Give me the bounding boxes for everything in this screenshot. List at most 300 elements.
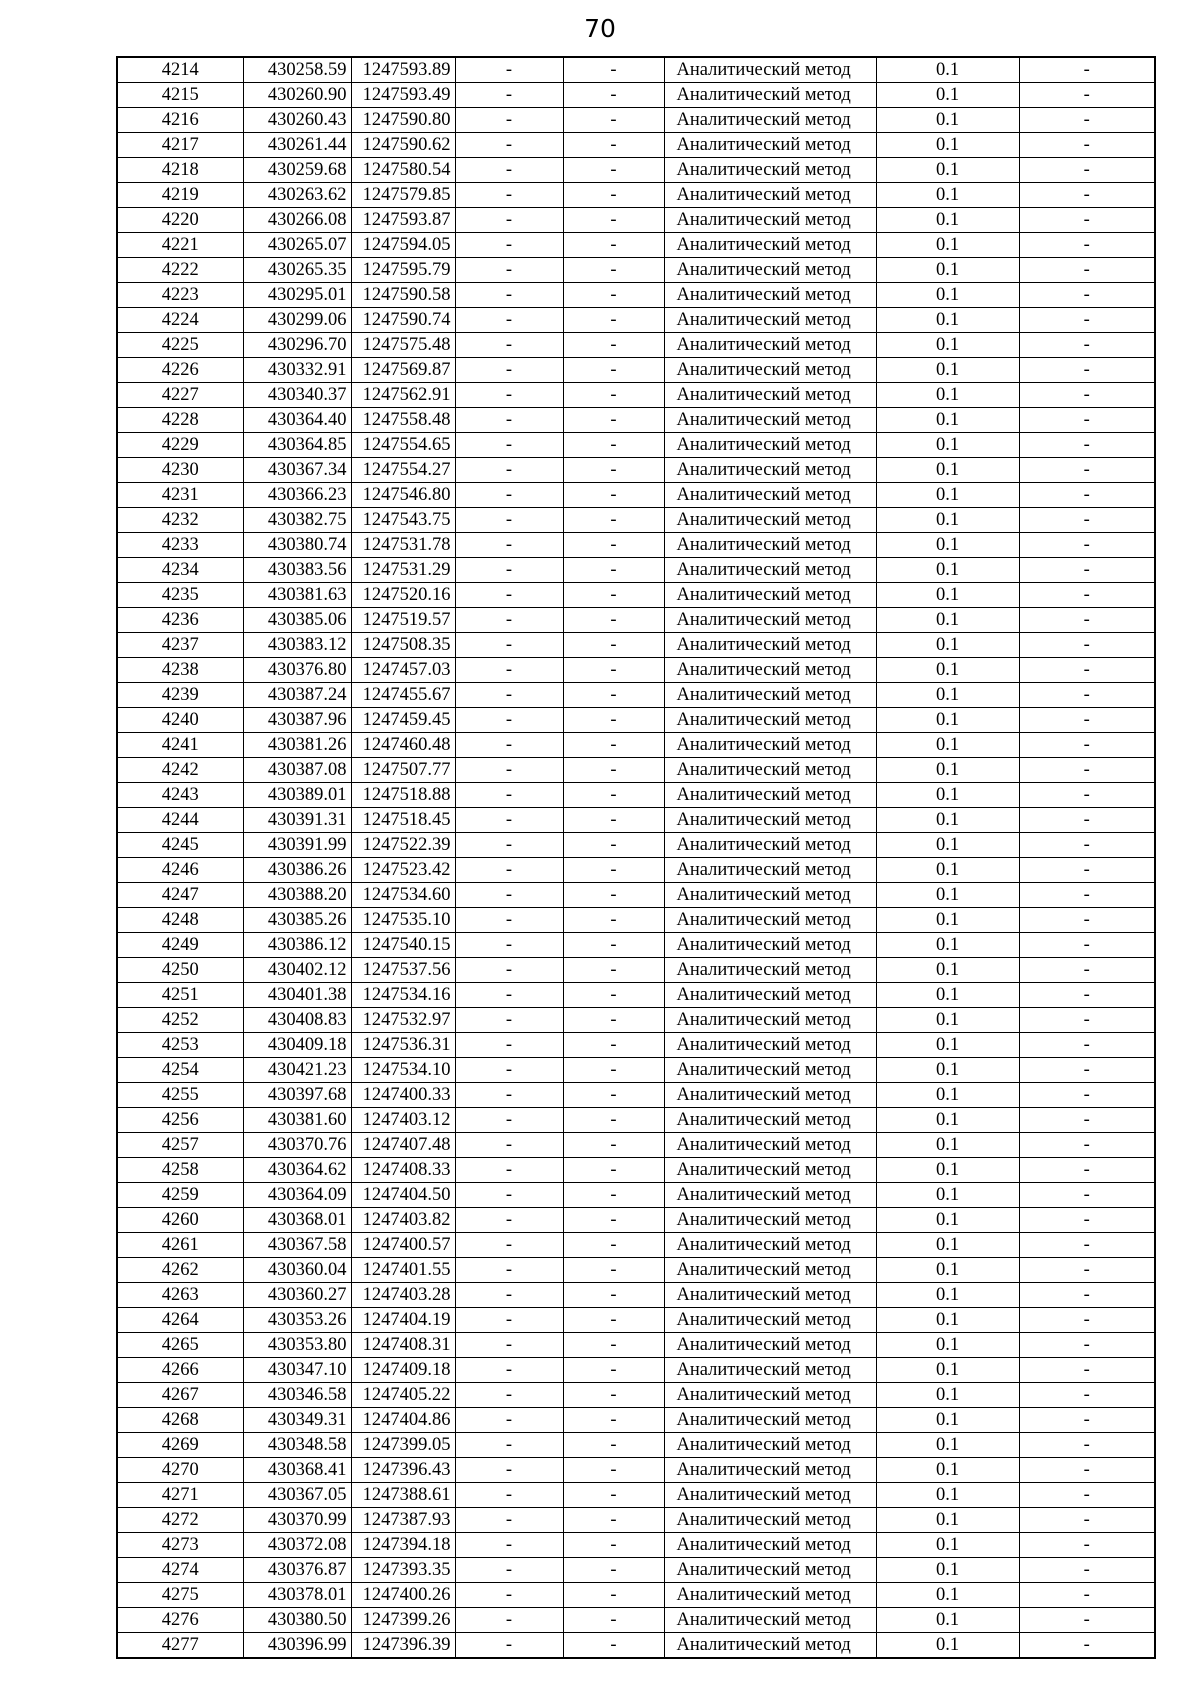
- method-cell: Аналитический метод: [664, 633, 876, 658]
- method-cell: Аналитический метод: [664, 1258, 876, 1283]
- column-4-cell: -: [455, 858, 563, 883]
- column-4-cell: -: [455, 683, 563, 708]
- method-cell: Аналитический метод: [664, 558, 876, 583]
- table-row: [117, 633, 1155, 658]
- method-cell: Аналитический метод: [664, 983, 876, 1008]
- y-coordinate-cell: 1247404.50: [351, 1183, 455, 1208]
- y-coordinate-cell: 1247580.54: [351, 158, 455, 183]
- method-cell: Аналитический метод: [664, 883, 876, 908]
- y-coordinate-cell: 1247534.60: [351, 883, 455, 908]
- point-number-cell: 4250: [117, 958, 243, 983]
- column-4-cell: -: [455, 333, 563, 358]
- point-number-cell: 4240: [117, 708, 243, 733]
- table-row: [117, 883, 1155, 908]
- method-cell: Аналитический метод: [664, 1583, 876, 1608]
- column-5-cell: -: [563, 1358, 664, 1383]
- column-5-cell: -: [563, 833, 664, 858]
- point-number-cell: 4231: [117, 483, 243, 508]
- table-body: [117, 57, 1155, 1658]
- column-5-cell: -: [563, 1258, 664, 1283]
- table-row: [117, 533, 1155, 558]
- column-8-cell: -: [1019, 683, 1155, 708]
- method-cell: Аналитический метод: [664, 358, 876, 383]
- column-8-cell: -: [1019, 1083, 1155, 1108]
- point-number-cell: 4234: [117, 558, 243, 583]
- point-number-cell: 4273: [117, 1533, 243, 1558]
- column-4-cell: -: [455, 933, 563, 958]
- x-coordinate-cell: 430397.68: [243, 1083, 351, 1108]
- accuracy-cell: 0.1: [876, 633, 1019, 658]
- point-number-cell: 4258: [117, 1158, 243, 1183]
- accuracy-cell: 0.1: [876, 1408, 1019, 1433]
- x-coordinate-cell: 430372.08: [243, 1533, 351, 1558]
- x-coordinate-cell: 430295.01: [243, 283, 351, 308]
- point-number-cell: 4266: [117, 1358, 243, 1383]
- column-4-cell: -: [455, 283, 563, 308]
- y-coordinate-cell: 1247536.31: [351, 1033, 455, 1058]
- point-number-cell: 4225: [117, 333, 243, 358]
- x-coordinate-cell: 430367.58: [243, 1233, 351, 1258]
- accuracy-cell: 0.1: [876, 783, 1019, 808]
- column-4-cell: -: [455, 1108, 563, 1133]
- accuracy-cell: 0.1: [876, 358, 1019, 383]
- point-number-cell: 4228: [117, 408, 243, 433]
- accuracy-cell: 0.1: [876, 1558, 1019, 1583]
- accuracy-cell: 0.1: [876, 1183, 1019, 1208]
- point-number-cell: 4263: [117, 1283, 243, 1308]
- table-row: [117, 833, 1155, 858]
- column-4-cell: -: [455, 583, 563, 608]
- column-8-cell: -: [1019, 108, 1155, 133]
- x-coordinate-cell: 430401.38: [243, 983, 351, 1008]
- y-coordinate-cell: 1247546.80: [351, 483, 455, 508]
- column-5-cell: -: [563, 1383, 664, 1408]
- point-number-cell: 4251: [117, 983, 243, 1008]
- column-8-cell: -: [1019, 758, 1155, 783]
- column-4-cell: -: [455, 83, 563, 108]
- y-coordinate-cell: 1247507.77: [351, 758, 455, 783]
- method-cell: Аналитический метод: [664, 858, 876, 883]
- accuracy-cell: 0.1: [876, 233, 1019, 258]
- column-4-cell: -: [455, 633, 563, 658]
- y-coordinate-cell: 1247593.87: [351, 208, 455, 233]
- column-4-cell: -: [455, 958, 563, 983]
- column-8-cell: -: [1019, 733, 1155, 758]
- point-number-cell: 4256: [117, 1108, 243, 1133]
- table-row: [117, 108, 1155, 133]
- column-4-cell: -: [455, 558, 563, 583]
- accuracy-cell: 0.1: [876, 908, 1019, 933]
- column-4-cell: -: [455, 158, 563, 183]
- y-coordinate-cell: 1247540.15: [351, 933, 455, 958]
- accuracy-cell: 0.1: [876, 83, 1019, 108]
- point-number-cell: 4235: [117, 583, 243, 608]
- point-number-cell: 4219: [117, 183, 243, 208]
- table-row: [117, 133, 1155, 158]
- point-number-cell: 4221: [117, 233, 243, 258]
- column-5-cell: -: [563, 708, 664, 733]
- column-5-cell: -: [563, 1408, 664, 1433]
- y-coordinate-cell: 1247537.56: [351, 958, 455, 983]
- column-8-cell: -: [1019, 1108, 1155, 1133]
- x-coordinate-cell: 430421.23: [243, 1058, 351, 1083]
- table-row: [117, 433, 1155, 458]
- table-row: [117, 258, 1155, 283]
- point-number-cell: 4242: [117, 758, 243, 783]
- column-8-cell: -: [1019, 1308, 1155, 1333]
- x-coordinate-cell: 430364.62: [243, 1158, 351, 1183]
- column-8-cell: -: [1019, 1258, 1155, 1283]
- y-coordinate-cell: 1247388.61: [351, 1483, 455, 1508]
- method-cell: Аналитический метод: [664, 1008, 876, 1033]
- y-coordinate-cell: 1247394.18: [351, 1533, 455, 1558]
- column-5-cell: -: [563, 1533, 664, 1558]
- accuracy-cell: 0.1: [876, 458, 1019, 483]
- point-number-cell: 4222: [117, 258, 243, 283]
- accuracy-cell: 0.1: [876, 433, 1019, 458]
- column-4-cell: -: [455, 258, 563, 283]
- column-8-cell: -: [1019, 958, 1155, 983]
- method-cell: Аналитический метод: [664, 1233, 876, 1258]
- method-cell: Аналитический метод: [664, 1183, 876, 1208]
- table-row: [117, 1308, 1155, 1333]
- column-4-cell: -: [455, 1008, 563, 1033]
- column-5-cell: -: [563, 1308, 664, 1333]
- y-coordinate-cell: 1247518.88: [351, 783, 455, 808]
- x-coordinate-cell: 430353.26: [243, 1308, 351, 1333]
- x-coordinate-cell: 430387.24: [243, 683, 351, 708]
- y-coordinate-cell: 1247408.31: [351, 1333, 455, 1358]
- accuracy-cell: 0.1: [876, 208, 1019, 233]
- point-number-cell: 4229: [117, 433, 243, 458]
- x-coordinate-cell: 430367.34: [243, 458, 351, 483]
- x-coordinate-cell: 430408.83: [243, 1008, 351, 1033]
- accuracy-cell: 0.1: [876, 483, 1019, 508]
- column-4-cell: -: [455, 1558, 563, 1583]
- accuracy-cell: 0.1: [876, 733, 1019, 758]
- column-4-cell: -: [455, 483, 563, 508]
- column-5-cell: -: [563, 57, 664, 83]
- method-cell: Аналитический метод: [664, 158, 876, 183]
- x-coordinate-cell: 430409.18: [243, 1033, 351, 1058]
- column-8-cell: -: [1019, 658, 1155, 683]
- accuracy-cell: 0.1: [876, 808, 1019, 833]
- column-4-cell: -: [455, 833, 563, 858]
- method-cell: Аналитический метод: [664, 433, 876, 458]
- method-cell: Аналитический метод: [664, 808, 876, 833]
- column-8-cell: -: [1019, 1383, 1155, 1408]
- table-row: [117, 908, 1155, 933]
- y-coordinate-cell: 1247534.10: [351, 1058, 455, 1083]
- column-4-cell: -: [455, 883, 563, 908]
- method-cell: Аналитический метод: [664, 1058, 876, 1083]
- column-5-cell: -: [563, 433, 664, 458]
- column-5-cell: -: [563, 108, 664, 133]
- y-coordinate-cell: 1247595.79: [351, 258, 455, 283]
- column-4-cell: -: [455, 1483, 563, 1508]
- y-coordinate-cell: 1247594.05: [351, 233, 455, 258]
- x-coordinate-cell: 430376.80: [243, 658, 351, 683]
- method-cell: Аналитический метод: [664, 1208, 876, 1233]
- y-coordinate-cell: 1247590.74: [351, 308, 455, 333]
- accuracy-cell: 0.1: [876, 1233, 1019, 1258]
- point-number-cell: 4270: [117, 1458, 243, 1483]
- column-8-cell: -: [1019, 1408, 1155, 1433]
- point-number-cell: 4254: [117, 1058, 243, 1083]
- column-4-cell: -: [455, 508, 563, 533]
- column-5-cell: -: [563, 283, 664, 308]
- column-8-cell: -: [1019, 708, 1155, 733]
- method-cell: Аналитический метод: [664, 108, 876, 133]
- accuracy-cell: 0.1: [876, 183, 1019, 208]
- method-cell: Аналитический метод: [664, 1433, 876, 1458]
- method-cell: Аналитический метод: [664, 683, 876, 708]
- column-4-cell: -: [455, 758, 563, 783]
- table-row: [117, 558, 1155, 583]
- accuracy-cell: 0.1: [876, 283, 1019, 308]
- method-cell: Аналитический метод: [664, 733, 876, 758]
- method-cell: Аналитический метод: [664, 708, 876, 733]
- column-8-cell: -: [1019, 1483, 1155, 1508]
- table-row: [117, 1433, 1155, 1458]
- accuracy-cell: 0.1: [876, 258, 1019, 283]
- column-5-cell: -: [563, 333, 664, 358]
- column-5-cell: -: [563, 683, 664, 708]
- column-8-cell: -: [1019, 1358, 1155, 1383]
- x-coordinate-cell: 430347.10: [243, 1358, 351, 1383]
- column-5-cell: -: [563, 633, 664, 658]
- column-5-cell: -: [563, 808, 664, 833]
- y-coordinate-cell: 1247522.39: [351, 833, 455, 858]
- accuracy-cell: 0.1: [876, 833, 1019, 858]
- y-coordinate-cell: 1247407.48: [351, 1133, 455, 1158]
- point-number-cell: 4269: [117, 1433, 243, 1458]
- table-row: [117, 708, 1155, 733]
- x-coordinate-cell: 430388.20: [243, 883, 351, 908]
- x-coordinate-cell: 430396.99: [243, 1633, 351, 1659]
- column-5-cell: -: [563, 1508, 664, 1533]
- point-number-cell: 4275: [117, 1583, 243, 1608]
- x-coordinate-cell: 430389.01: [243, 783, 351, 808]
- column-4-cell: -: [455, 358, 563, 383]
- point-number-cell: 4272: [117, 1508, 243, 1533]
- point-number-cell: 4224: [117, 308, 243, 333]
- y-coordinate-cell: 1247593.89: [351, 57, 455, 83]
- method-cell: Аналитический метод: [664, 533, 876, 558]
- accuracy-cell: 0.1: [876, 1483, 1019, 1508]
- method-cell: Аналитический метод: [664, 83, 876, 108]
- accuracy-cell: 0.1: [876, 1433, 1019, 1458]
- accuracy-cell: 0.1: [876, 1258, 1019, 1283]
- method-cell: Аналитический метод: [664, 658, 876, 683]
- table-row: [117, 658, 1155, 683]
- table-row: [117, 1583, 1155, 1608]
- point-number-cell: 4277: [117, 1633, 243, 1659]
- table-row: [117, 483, 1155, 508]
- table-row: [117, 808, 1155, 833]
- column-5-cell: -: [563, 658, 664, 683]
- accuracy-cell: 0.1: [876, 708, 1019, 733]
- table-row: [117, 608, 1155, 633]
- column-4-cell: -: [455, 1258, 563, 1283]
- accuracy-cell: 0.1: [876, 1283, 1019, 1308]
- column-5-cell: -: [563, 1183, 664, 1208]
- table-row: [117, 1008, 1155, 1033]
- column-5-cell: -: [563, 558, 664, 583]
- column-4-cell: -: [455, 808, 563, 833]
- point-number-cell: 4227: [117, 383, 243, 408]
- y-coordinate-cell: 1247460.48: [351, 733, 455, 758]
- accuracy-cell: 0.1: [876, 508, 1019, 533]
- column-5-cell: -: [563, 483, 664, 508]
- x-coordinate-cell: 430367.05: [243, 1483, 351, 1508]
- point-number-cell: 4249: [117, 933, 243, 958]
- accuracy-cell: 0.1: [876, 983, 1019, 1008]
- column-4-cell: -: [455, 383, 563, 408]
- y-coordinate-cell: 1247403.82: [351, 1208, 455, 1233]
- point-number-cell: 4267: [117, 1383, 243, 1408]
- column-5-cell: -: [563, 858, 664, 883]
- column-8-cell: -: [1019, 333, 1155, 358]
- column-8-cell: -: [1019, 1058, 1155, 1083]
- accuracy-cell: 0.1: [876, 1033, 1019, 1058]
- column-5-cell: -: [563, 733, 664, 758]
- column-8-cell: -: [1019, 1283, 1155, 1308]
- accuracy-cell: 0.1: [876, 1508, 1019, 1533]
- column-5-cell: -: [563, 983, 664, 1008]
- x-coordinate-cell: 430387.96: [243, 708, 351, 733]
- table-row: [117, 333, 1155, 358]
- column-4-cell: -: [455, 1133, 563, 1158]
- accuracy-cell: 0.1: [876, 308, 1019, 333]
- table-row: [117, 358, 1155, 383]
- column-5-cell: -: [563, 1158, 664, 1183]
- column-8-cell: -: [1019, 1608, 1155, 1633]
- column-5-cell: -: [563, 1083, 664, 1108]
- point-number-cell: 4262: [117, 1258, 243, 1283]
- table-row: [117, 1183, 1155, 1208]
- table-row: [117, 858, 1155, 883]
- x-coordinate-cell: 430353.80: [243, 1333, 351, 1358]
- x-coordinate-cell: 430383.12: [243, 633, 351, 658]
- accuracy-cell: 0.1: [876, 558, 1019, 583]
- column-4-cell: -: [455, 233, 563, 258]
- column-8-cell: -: [1019, 1133, 1155, 1158]
- x-coordinate-cell: 430266.08: [243, 208, 351, 233]
- column-4-cell: -: [455, 133, 563, 158]
- accuracy-cell: 0.1: [876, 1008, 1019, 1033]
- method-cell: Аналитический метод: [664, 383, 876, 408]
- method-cell: Аналитический метод: [664, 1558, 876, 1583]
- x-coordinate-cell: 430402.12: [243, 958, 351, 983]
- accuracy-cell: 0.1: [876, 608, 1019, 633]
- column-8-cell: -: [1019, 808, 1155, 833]
- point-number-cell: 4261: [117, 1233, 243, 1258]
- column-8-cell: -: [1019, 908, 1155, 933]
- accuracy-cell: 0.1: [876, 1158, 1019, 1183]
- accuracy-cell: 0.1: [876, 1058, 1019, 1083]
- table-row: [117, 458, 1155, 483]
- table-row: [117, 408, 1155, 433]
- table-row: [117, 183, 1155, 208]
- y-coordinate-cell: 1247400.26: [351, 1583, 455, 1608]
- table-row: [117, 1383, 1155, 1408]
- x-coordinate-cell: 430380.74: [243, 533, 351, 558]
- method-cell: Аналитический метод: [664, 1033, 876, 1058]
- column-5-cell: -: [563, 308, 664, 333]
- x-coordinate-cell: 430385.06: [243, 608, 351, 633]
- column-8-cell: -: [1019, 558, 1155, 583]
- x-coordinate-cell: 430386.26: [243, 858, 351, 883]
- column-8-cell: -: [1019, 358, 1155, 383]
- method-cell: Аналитический метод: [664, 1483, 876, 1508]
- method-cell: Аналитический метод: [664, 1283, 876, 1308]
- x-coordinate-cell: 430260.43: [243, 108, 351, 133]
- point-number-cell: 4244: [117, 808, 243, 833]
- column-4-cell: -: [455, 1333, 563, 1358]
- x-coordinate-cell: 430366.23: [243, 483, 351, 508]
- column-8-cell: -: [1019, 1158, 1155, 1183]
- accuracy-cell: 0.1: [876, 683, 1019, 708]
- column-4-cell: -: [455, 1633, 563, 1659]
- method-cell: Аналитический метод: [664, 508, 876, 533]
- accuracy-cell: 0.1: [876, 858, 1019, 883]
- column-4-cell: -: [455, 458, 563, 483]
- y-coordinate-cell: 1247508.35: [351, 633, 455, 658]
- method-cell: Аналитический метод: [664, 1608, 876, 1633]
- method-cell: Аналитический метод: [664, 1633, 876, 1659]
- accuracy-cell: 0.1: [876, 158, 1019, 183]
- accuracy-cell: 0.1: [876, 583, 1019, 608]
- x-coordinate-cell: 430368.01: [243, 1208, 351, 1233]
- accuracy-cell: 0.1: [876, 1383, 1019, 1408]
- y-coordinate-cell: 1247523.42: [351, 858, 455, 883]
- column-8-cell: -: [1019, 833, 1155, 858]
- x-coordinate-cell: 430370.99: [243, 1508, 351, 1533]
- table-row: [117, 733, 1155, 758]
- column-8-cell: -: [1019, 208, 1155, 233]
- point-number-cell: 4226: [117, 358, 243, 383]
- column-4-cell: -: [455, 1358, 563, 1383]
- column-5-cell: -: [563, 1033, 664, 1058]
- column-8-cell: -: [1019, 183, 1155, 208]
- column-5-cell: -: [563, 1633, 664, 1659]
- method-cell: Аналитический метод: [664, 833, 876, 858]
- method-cell: Аналитический метод: [664, 758, 876, 783]
- method-cell: Аналитический метод: [664, 958, 876, 983]
- x-coordinate-cell: 430259.68: [243, 158, 351, 183]
- table-row: [117, 1208, 1155, 1233]
- column-5-cell: -: [563, 908, 664, 933]
- x-coordinate-cell: 430382.75: [243, 508, 351, 533]
- method-cell: Аналитический метод: [664, 1508, 876, 1533]
- column-4-cell: -: [455, 1233, 563, 1258]
- column-5-cell: -: [563, 1233, 664, 1258]
- method-cell: Аналитический метод: [664, 308, 876, 333]
- table-row: [117, 1283, 1155, 1308]
- column-5-cell: -: [563, 183, 664, 208]
- table-row: [117, 1633, 1155, 1659]
- table-row: [117, 1558, 1155, 1583]
- column-5-cell: -: [563, 508, 664, 533]
- column-4-cell: -: [455, 108, 563, 133]
- column-8-cell: -: [1019, 1458, 1155, 1483]
- method-cell: Аналитический метод: [664, 483, 876, 508]
- column-8-cell: -: [1019, 1633, 1155, 1659]
- method-cell: Аналитический метод: [664, 583, 876, 608]
- point-number-cell: 4215: [117, 83, 243, 108]
- point-number-cell: 4239: [117, 683, 243, 708]
